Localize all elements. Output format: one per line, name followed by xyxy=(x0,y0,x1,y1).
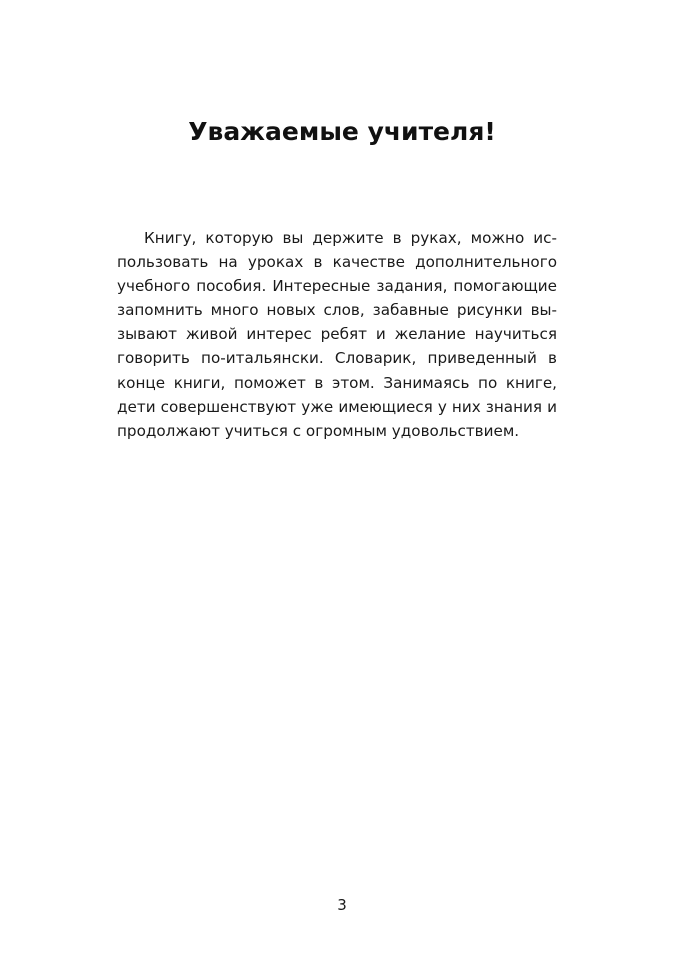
paragraph-line: продолжают учиться с огромным удовольствием. xyxy=(117,421,520,440)
paragraph-line: пользовать на уроках в качестве дополнительного xyxy=(117,253,557,272)
body-paragraph xyxy=(117,226,557,443)
paragraph-line: конце книги, поможет в этом. Занимаясь по книге, xyxy=(117,373,557,392)
paragraph-line: учебного пособия. Интересные задания, помогающие xyxy=(117,277,557,296)
paragraph-line: говорить по-итальянски. Словарик, приведенный в xyxy=(117,349,557,368)
paragraph-line: дети совершенствуют уже имеющиеся у них знания и xyxy=(117,397,557,416)
page-number: 3 xyxy=(337,896,347,914)
page-title: Уважаемые учителя! xyxy=(188,117,496,146)
paragraph-line: запомнить много новых слов, забавные рисунки вы- xyxy=(117,301,557,320)
paragraph-line: зывают живой интерес ребят и желание научиться xyxy=(117,325,557,344)
paragraph-line: Книгу, которую вы держите в руках, можно ис- xyxy=(144,229,557,247)
